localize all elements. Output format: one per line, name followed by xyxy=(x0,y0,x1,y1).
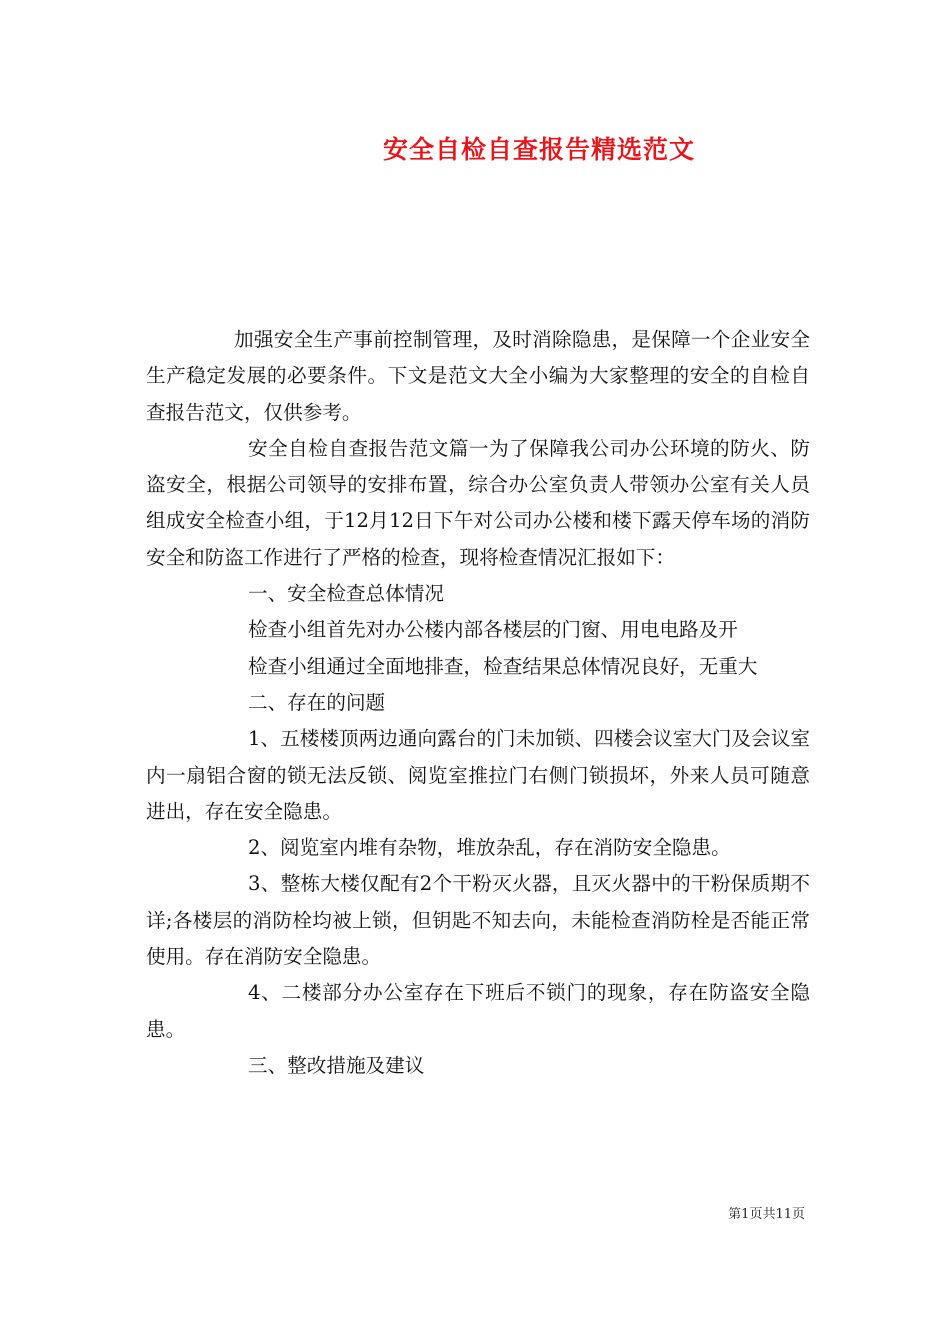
problem-item-1: 1、五楼楼顶两边通向露台的门未加锁、四楼会议室大门及会议室内一扇铝合窗的锁无法反锁、阅览室推拉门右侧门锁损坏，外来人员可随意进出，存在安全隐患。 xyxy=(146,727,810,823)
document-body xyxy=(146,322,810,1084)
section-heading-overall: 一、安全检查总体情况 xyxy=(248,582,444,606)
paragraph-intro: 加强安全生产事前控制管理，及时消除隐患，是保障一个企业安全生产稳定发展的必要条件。下文是范文大全小编为大家整理的安全的自检自查报告范文，仅供参考。 xyxy=(146,328,810,424)
problem-item-3: 3、整栋大楼仅配有2个干粉灭火器，且灭火器中的干粉保质期不详;各楼层的消防栓均被上锁，但钥匙不知去向，未能检查消防栓是否能正常使用。存在消防安全隐患。 xyxy=(146,872,810,969)
section-heading-measures: 三、整改措施及建议 xyxy=(248,1053,425,1077)
section-heading-problems: 二、存在的问题 xyxy=(248,690,386,714)
paragraph-background: 安全自检自查报告范文篇一为了保障我公司办公环境的防火、防盗安全，根据公司领导的安排布置，综合办公室负责人带领办公室有关人员组成安全检查小组，于12月12日下午对公司办公楼和楼下露天停车场的消防安全和防盗工作进行了严格的检查，现将检查情况汇报如下： xyxy=(146,436,810,569)
problem-item-2: 2、阅览室内堆有杂物，堆放杂乱，存在消防安全隐患。 xyxy=(248,836,731,860)
paragraph-inspection-scope: 检查小组首先对办公楼内部各楼层的门窗、用电电路及开 xyxy=(248,618,738,642)
paragraph-inspection-result: 检查小组通过全面地排查，检查结果总体情况良好，无重大 xyxy=(248,654,758,678)
page-number: 第1页共11页 xyxy=(728,1207,805,1222)
problem-item-4: 4、二楼部分办公室存在下班后不锁门的现象，存在防盗安全隐患。 xyxy=(146,981,810,1041)
document-title: 安全自检自查报告精选范文 xyxy=(382,135,695,164)
